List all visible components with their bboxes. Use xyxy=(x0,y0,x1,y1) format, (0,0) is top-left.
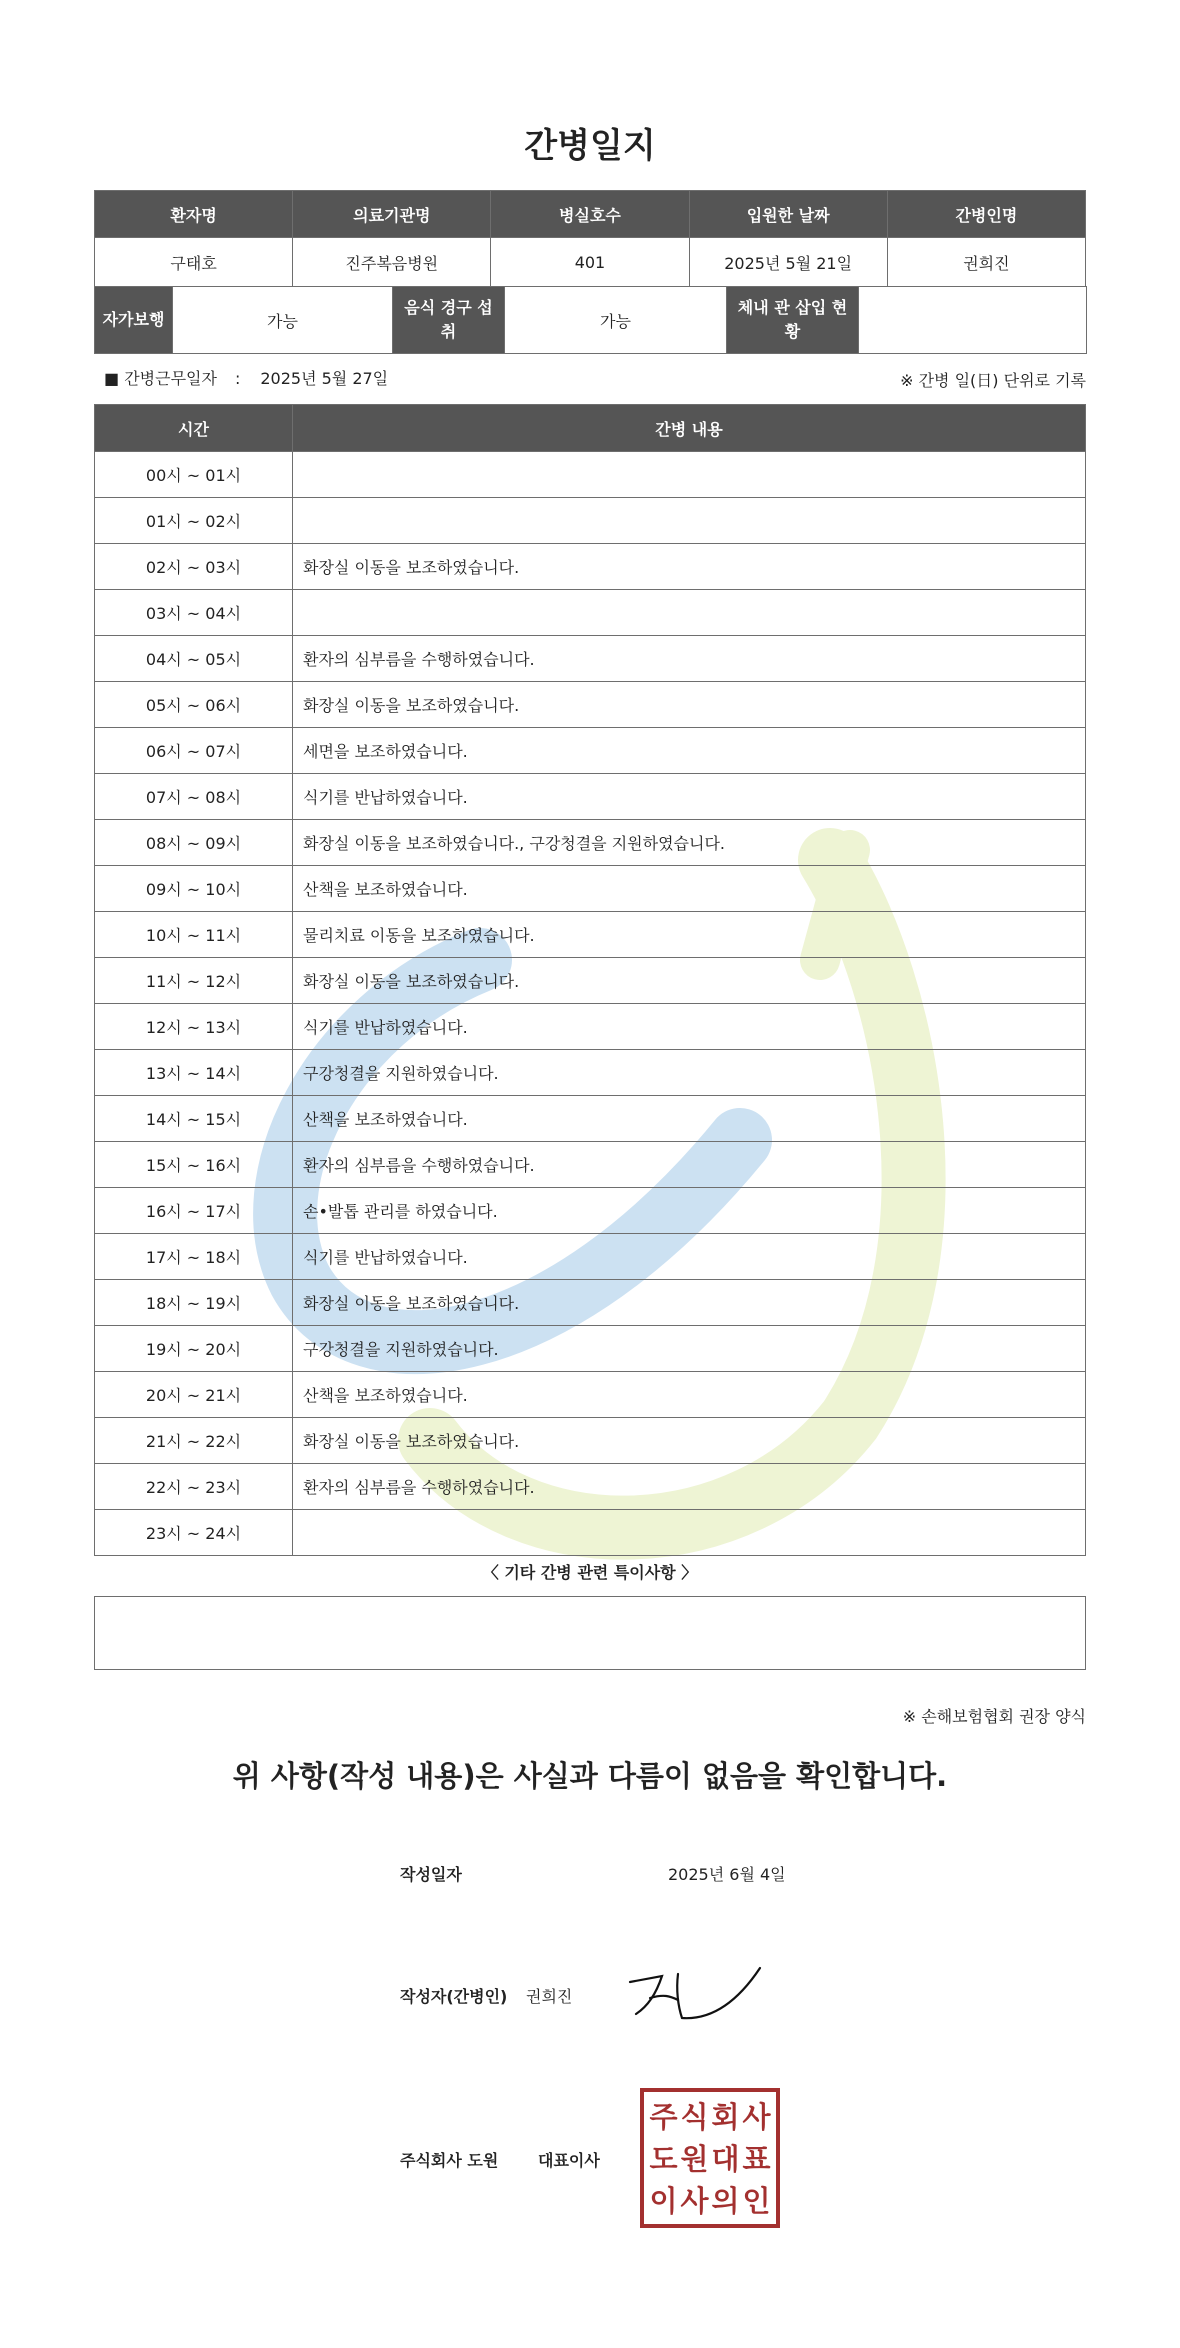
care-log-time: 18시 ~ 19시 xyxy=(95,1280,293,1326)
care-log-time: 15시 ~ 16시 xyxy=(95,1142,293,1188)
care-log-content xyxy=(293,590,1086,636)
care-log-time: 13시 ~ 14시 xyxy=(95,1050,293,1096)
care-log-time: 07시 ~ 08시 xyxy=(95,774,293,820)
care-date-value: 2025년 5월 27일 xyxy=(260,369,389,388)
care-log-time: 23시 ~ 24시 xyxy=(95,1510,293,1556)
care-log-time: 22시 ~ 23시 xyxy=(95,1464,293,1510)
document-title: 간병일지 xyxy=(524,126,656,166)
company-label: 주식회사 도원 xyxy=(400,2151,499,2170)
care-log-content xyxy=(293,1510,1086,1556)
care-log-time: 09시 ~ 10시 xyxy=(95,866,293,912)
confirmation-statement: 위 사항(작성 내용)은 사실과 다름이 없음을 확인합니다. xyxy=(232,1759,948,1793)
patient-status-table xyxy=(94,286,1087,354)
care-log-time: 21시 ~ 22시 xyxy=(95,1418,293,1464)
care-log-row xyxy=(95,866,1086,912)
care-log-time: 17시 ~ 18시 xyxy=(95,1234,293,1280)
care-log-row xyxy=(95,636,1086,682)
care-log-row xyxy=(95,1280,1086,1326)
care-log-content: 환자의 심부름을 수행하였습니다. xyxy=(293,1464,1086,1510)
walking-value: 가능 xyxy=(173,287,393,354)
seal-character: 도 xyxy=(649,2142,678,2176)
admission-date-value: 2025년 5월 21일 xyxy=(689,238,887,287)
care-log-content xyxy=(293,498,1086,544)
care-log-row xyxy=(95,682,1086,728)
seal-character: 대 xyxy=(711,2142,740,2176)
care-log-time: 11시 ~ 12시 xyxy=(95,958,293,1004)
walking-label: 자가보행 xyxy=(95,287,173,354)
daily-record-note: ※ 간병 일(日) 단위로 기록 xyxy=(900,371,1086,390)
care-log-table xyxy=(94,404,1086,1556)
patient-info-table xyxy=(94,190,1086,287)
care-date-line xyxy=(104,366,388,389)
caregiver-name-value: 권희진 xyxy=(887,238,1085,287)
company-seal-stamp xyxy=(640,2088,780,2228)
content-header: 간병 내용 xyxy=(293,405,1086,452)
care-log-time: 04시 ~ 05시 xyxy=(95,636,293,682)
care-log-content: 세면을 보조하였습니다. xyxy=(293,728,1086,774)
care-log-content: 화장실 이동을 보조하였습니다. xyxy=(293,544,1086,590)
ceo-label: 대표이사 xyxy=(538,2151,600,2170)
seal-character: 표 xyxy=(742,2142,771,2176)
care-log-time: 14시 ~ 15시 xyxy=(95,1096,293,1142)
hospital-name-value: 진주복음병원 xyxy=(293,238,491,287)
care-log-row xyxy=(95,912,1086,958)
care-log-row xyxy=(95,1004,1086,1050)
written-date-label: 작성일자 xyxy=(400,1865,462,1884)
oral-intake-label: 음식 경구 섭취 xyxy=(393,287,505,354)
care-log-row xyxy=(95,1372,1086,1418)
care-log-time: 01시 ~ 02시 xyxy=(95,498,293,544)
patient-name-value: 구태호 xyxy=(95,238,293,287)
author-signature xyxy=(620,1960,770,2030)
care-log-content: 산책을 보조하였습니다. xyxy=(293,1372,1086,1418)
care-log-content: 환자의 심부름을 수행하였습니다. xyxy=(293,636,1086,682)
written-date-value: 2025년 6월 4일 xyxy=(668,1865,786,1884)
patient-name-header: 환자명 xyxy=(95,191,293,238)
care-log-row xyxy=(95,544,1086,590)
seal-character: 식 xyxy=(680,2100,709,2134)
care-log-content: 화장실 이동을 보조하였습니다. xyxy=(293,958,1086,1004)
care-log-time: 08시 ~ 09시 xyxy=(95,820,293,866)
care-log-header-row xyxy=(95,405,1086,452)
care-log-time: 06시 ~ 07시 xyxy=(95,728,293,774)
care-log-content: 식기를 반납하였습니다. xyxy=(293,1234,1086,1280)
care-date-separator: : xyxy=(234,369,241,388)
care-log-content: 물리치료 이동을 보조하였습니다. xyxy=(293,912,1086,958)
care-log-row xyxy=(95,590,1086,636)
room-number-header: 병실호수 xyxy=(491,191,689,238)
seal-character: 의 xyxy=(711,2184,740,2218)
author-name: 권희진 xyxy=(526,1987,573,2006)
care-log-time: 05시 ~ 06시 xyxy=(95,682,293,728)
care-log-content: 손•발톱 관리를 하였습니다. xyxy=(293,1188,1086,1234)
care-log-content: 식기를 반납하였습니다. xyxy=(293,1004,1086,1050)
care-log-time: 19시 ~ 20시 xyxy=(95,1326,293,1372)
patient-info-header-row xyxy=(95,191,1086,238)
care-log-row xyxy=(95,452,1086,498)
care-log-content: 구강청결을 지원하였습니다. xyxy=(293,1326,1086,1372)
care-log-content: 식기를 반납하였습니다. xyxy=(293,774,1086,820)
care-log-time: 00시 ~ 01시 xyxy=(95,452,293,498)
seal-character: 사 xyxy=(742,2100,771,2134)
care-log-content: 화장실 이동을 보조하였습니다., 구강청결을 지원하였습니다. xyxy=(293,820,1086,866)
care-log-content: 산책을 보조하였습니다. xyxy=(293,866,1086,912)
care-log-row xyxy=(95,774,1086,820)
seal-character: 원 xyxy=(680,2142,709,2176)
admission-date-header: 입원한 날짜 xyxy=(689,191,887,238)
care-log-row xyxy=(95,728,1086,774)
room-number-value: 401 xyxy=(491,238,689,287)
care-log-row xyxy=(95,1464,1086,1510)
care-log-row xyxy=(95,1188,1086,1234)
care-log-row xyxy=(95,1096,1086,1142)
care-log-row xyxy=(95,1142,1086,1188)
care-log-content: 산책을 보조하였습니다. xyxy=(293,1096,1086,1142)
seal-character: 이 xyxy=(649,2184,678,2218)
care-log-time: 16시 ~ 17시 xyxy=(95,1188,293,1234)
care-log-row xyxy=(95,820,1086,866)
care-log-time: 10시 ~ 11시 xyxy=(95,912,293,958)
care-log-row xyxy=(95,1418,1086,1464)
seal-character: 주 xyxy=(649,2100,678,2134)
care-log-row xyxy=(95,1050,1086,1096)
care-log-content: 화장실 이동을 보조하였습니다. xyxy=(293,1418,1086,1464)
care-date-label: ■ 간병근무일자 xyxy=(104,369,217,388)
special-notes-box xyxy=(94,1596,1086,1670)
author-label: 작성자(간병인) xyxy=(400,1987,508,2006)
care-log-time: 12시 ~ 13시 xyxy=(95,1004,293,1050)
care-log-body xyxy=(95,452,1086,1556)
hospital-name-header: 의료기관명 xyxy=(293,191,491,238)
care-log-row xyxy=(95,1510,1086,1556)
care-log-content xyxy=(293,452,1086,498)
care-log-content: 화장실 이동을 보조하였습니다. xyxy=(293,1280,1086,1326)
caregiver-name-header: 간병인명 xyxy=(887,191,1085,238)
care-log-content: 화장실 이동을 보조하였습니다. xyxy=(293,682,1086,728)
patient-info-value-row xyxy=(95,238,1086,287)
time-header: 시간 xyxy=(95,405,293,452)
care-log-content: 구강청결을 지원하였습니다. xyxy=(293,1050,1086,1096)
tube-insertion-label: 체내 관 삽입 현황 xyxy=(727,287,859,354)
care-log-time: 02시 ~ 03시 xyxy=(95,544,293,590)
care-log-row xyxy=(95,1234,1086,1280)
tube-insertion-value xyxy=(859,287,1087,354)
care-log-row xyxy=(95,1326,1086,1372)
seal-character: 사 xyxy=(680,2184,709,2218)
seal-character: 회 xyxy=(711,2100,740,2134)
care-log-content: 환자의 심부름을 수행하였습니다. xyxy=(293,1142,1086,1188)
special-notes-title: 〈 기타 간병 관련 특이사항 〉 xyxy=(482,1563,698,1582)
patient-status-row xyxy=(95,287,1087,354)
care-log-time: 03시 ~ 04시 xyxy=(95,590,293,636)
seal-character: 인 xyxy=(742,2184,771,2218)
care-log-time: 20시 ~ 21시 xyxy=(95,1372,293,1418)
care-log-row xyxy=(95,958,1086,1004)
form-source-footnote: ※ 손해보험협회 권장 양식 xyxy=(902,1707,1086,1726)
oral-intake-value: 가능 xyxy=(505,287,727,354)
care-log-row xyxy=(95,498,1086,544)
